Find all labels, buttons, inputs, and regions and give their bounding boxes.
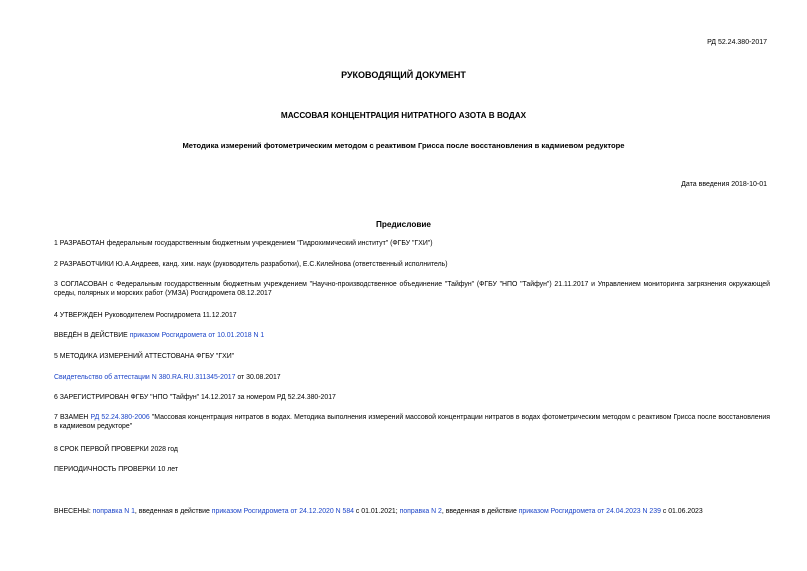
enactment-order-link[interactable]: приказом Росгидромета от 10.01.2018 N 1: [129, 332, 265, 339]
amendment-2-date: с 01.06.2023: [660, 508, 703, 515]
replaces-prefix: 7 ВЗАМЕН: [54, 414, 91, 421]
document-code: РД 52.24.380-2017: [707, 39, 767, 46]
foreword-heading: Предисловие: [376, 220, 431, 229]
replaced-document-description: "Массовая концентрация нитратов в водах. Методика выполнения измерений массовой концентрации нитратов в водах фотометрическим методом с реактивом Грисса после восстановления в кадмиевом редукторе": [54, 414, 770, 431]
document-subtitle: Методика измерений фотометрическим методом с реактивом Грисса после восстановления в кадмиевом редукторе: [182, 141, 625, 150]
enacted-text: ВВЕДЁН В ДЕЙСТВИЕ: [54, 332, 130, 339]
certificate-date: от 30.08.2017: [235, 374, 281, 381]
amendment-2-order-link[interactable]: приказом Росгидромета от 24.04.2023 N 239: [518, 508, 661, 515]
replaced-document-link[interactable]: РД 52.24.380-2006: [90, 414, 150, 421]
amendments-label: ВНЕСЕНЫ:: [54, 508, 93, 515]
foreword-item-7: [54, 413, 770, 432]
amendment-2-link[interactable]: поправка N 2: [399, 508, 442, 515]
amendment-1-date: с 01.01.2021;: [354, 508, 400, 515]
foreword-item-4: 4 УТВЕРЖДЕН Руководителем Росгидромета 11.12.2017: [54, 312, 237, 319]
certificate-link[interactable]: Свидетельство об аттестации N 380.RA.RU.311345-2017: [54, 374, 236, 381]
amendment-2-text: , введенная в действие: [441, 508, 519, 515]
amendment-1-link[interactable]: поправка N 1: [92, 508, 135, 515]
review-periodicity: ПЕРИОДИЧНОСТЬ ПРОВЕРКИ 10 лет: [54, 466, 179, 473]
document-title: МАССОВАЯ КОНЦЕНТРАЦИЯ НИТРАТНОГО АЗОТА В ВОДАХ: [280, 111, 527, 120]
foreword-item-6: 6 ЗАРЕГИСТРИРОВАН ФГБУ "НПО "Тайфун" 14.12.2017 за номером РД 52.24.380-2017: [54, 394, 336, 401]
amendment-1-text: , введенная в действие: [134, 508, 212, 515]
foreword-item-8: 8 СРОК ПЕРВОЙ ПРОВЕРКИ 2028 год: [54, 446, 178, 453]
introduction-date: Дата введения 2018-10-01: [681, 181, 767, 188]
amendments-line: [54, 507, 770, 516]
foreword-enacted-line: [54, 331, 770, 340]
foreword-item-3: 3 СОГЛАСОВАН с Федеральным государственным бюджетным учреждением "Научно-производственное объединение "Тайфун" (ФГБУ "НПО "Тайфун") 21.11.2017 и Управлением мониторинга загрязнения окружающей среды, полярных и морских работ (УМЗА) Росгидромета 08.12.2017: [54, 281, 770, 298]
foreword-item-2: 2 РАЗРАБОТЧИКИ Ю.А.Андреев, канд. хим. наук (руководитель разработки), Е.С.Килейнова (ответственный исполнитель): [54, 261, 448, 268]
foreword-item-1: 1 РАЗРАБОТАН федеральным государственным бюджетным учреждением "Гидрохимический институт" (ФГБУ "ГХИ"): [54, 240, 433, 247]
certificate-line: [54, 373, 770, 382]
foreword-item-5: 5 МЕТОДИКА ИЗМЕРЕНИЙ АТТЕСТОВАНА ФГБУ "ГХИ": [54, 353, 235, 360]
document-type-heading: РУКОВОДЯЩИЙ ДОКУМЕНТ: [341, 70, 466, 80]
amendment-1-order-link[interactable]: приказом Росгидромета от 24.12.2020 N 584: [211, 508, 354, 515]
